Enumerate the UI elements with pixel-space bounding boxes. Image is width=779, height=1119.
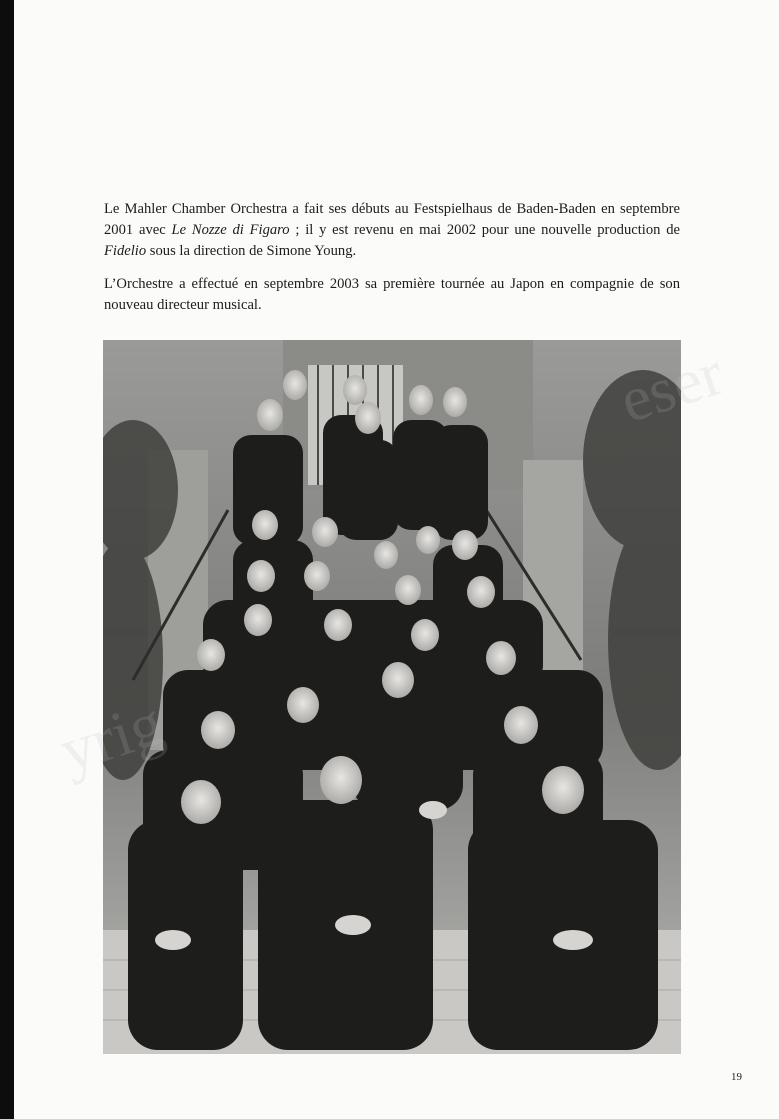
scan-edge	[0, 0, 14, 1119]
page-number: 19	[731, 1071, 742, 1083]
paragraph-japan-tour: L’Orchestre a effectué en septembre 2003 sa première tournée au Japon en compagnie de son nouveau directeur musical.	[104, 276, 680, 313]
orchestra-group-photo	[103, 340, 681, 1054]
paragraph-debut	[104, 199, 680, 262]
para1-text-3: sous la direction de Simone Young.	[146, 243, 357, 259]
para1-text-2: ; il y est revenu en mai 2002 pour une nouvelle production de	[289, 222, 680, 238]
para1-text-1: Le Mahler Chamber Orchestra a fait ses débuts au Festspielhaus de Baden-Baden en septembre 2001 avec	[104, 201, 680, 238]
title-fidelio: Fidelio	[104, 243, 147, 259]
title-nozze-di-figaro: Le Nozze di Figaro	[171, 222, 290, 238]
